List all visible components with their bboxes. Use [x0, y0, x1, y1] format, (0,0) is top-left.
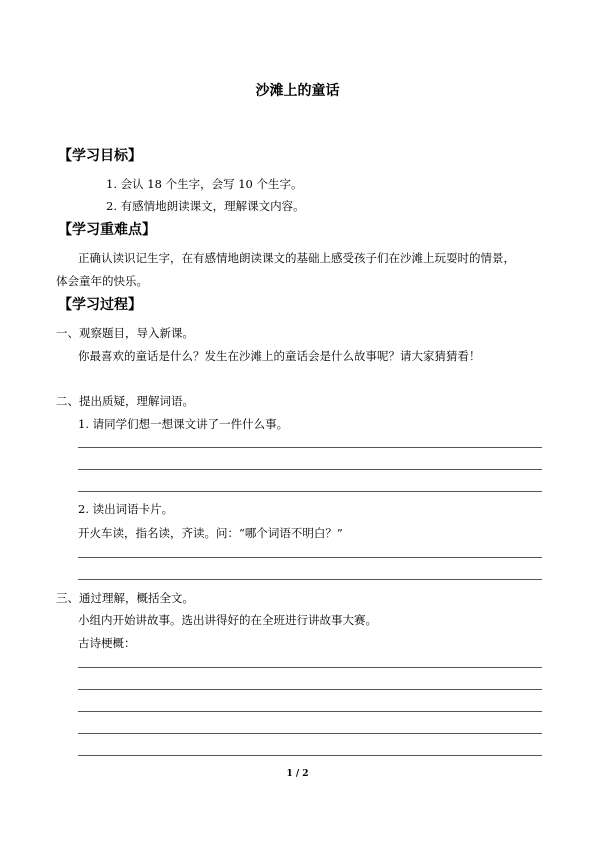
step-2-question-2: 2. 读出词语卡片。	[78, 502, 174, 516]
answer-line[interactable]	[78, 755, 542, 756]
page-number: 1 / 2	[286, 769, 309, 779]
answer-line[interactable]	[78, 491, 542, 492]
page-title: 沙滩上的童话	[255, 83, 340, 99]
process-heading: 【学习过程】	[58, 297, 142, 313]
step-1-title: 一、观察题目，导入新课。	[56, 326, 194, 340]
objectives-heading: 【学习目标】	[58, 148, 142, 164]
step-3-title: 三、通过理解，概括全文。	[56, 591, 194, 605]
step-3-label: 古诗梗概：	[78, 636, 136, 650]
key-points-heading: 【学习重难点】	[58, 222, 156, 238]
key-points-line-1: 正确认读识记生字，在有感情地朗读课文的基础上感受孩子们在沙滩上玩耍时的情景，	[78, 251, 515, 265]
answer-line[interactable]	[78, 447, 542, 448]
answer-line[interactable]	[78, 469, 542, 470]
answer-line[interactable]	[78, 557, 542, 558]
answer-line[interactable]	[78, 711, 542, 712]
answer-line[interactable]	[78, 689, 542, 690]
key-points-line-2: 体会童年的快乐。	[56, 274, 148, 288]
objective-item-2: 2. 有感情地朗读课文，理解课文内容。	[106, 199, 305, 213]
answer-line[interactable]	[78, 733, 542, 734]
step-2-title: 二、提出质疑，理解词语。	[56, 394, 194, 408]
step-2-question-2-text: 开火车读，指名读，齐读。问：“哪个词语不明白？”	[78, 526, 343, 540]
step-1-text: 你最喜欢的童话是什么？发生在沙滩上的童话会是什么故事呢？请大家猜猜看！	[78, 349, 481, 363]
step-3-text: 小组内开始讲故事。选出讲得好的在全班进行讲故事大赛。	[78, 613, 377, 627]
objective-item-1: 1. 会认 18 个生字，会写 10 个生字。	[106, 177, 303, 191]
answer-line[interactable]	[78, 579, 542, 580]
step-2-question-1: 1. 请同学们想一想课文讲了一件什么事。	[78, 417, 289, 431]
answer-line[interactable]	[78, 667, 542, 668]
